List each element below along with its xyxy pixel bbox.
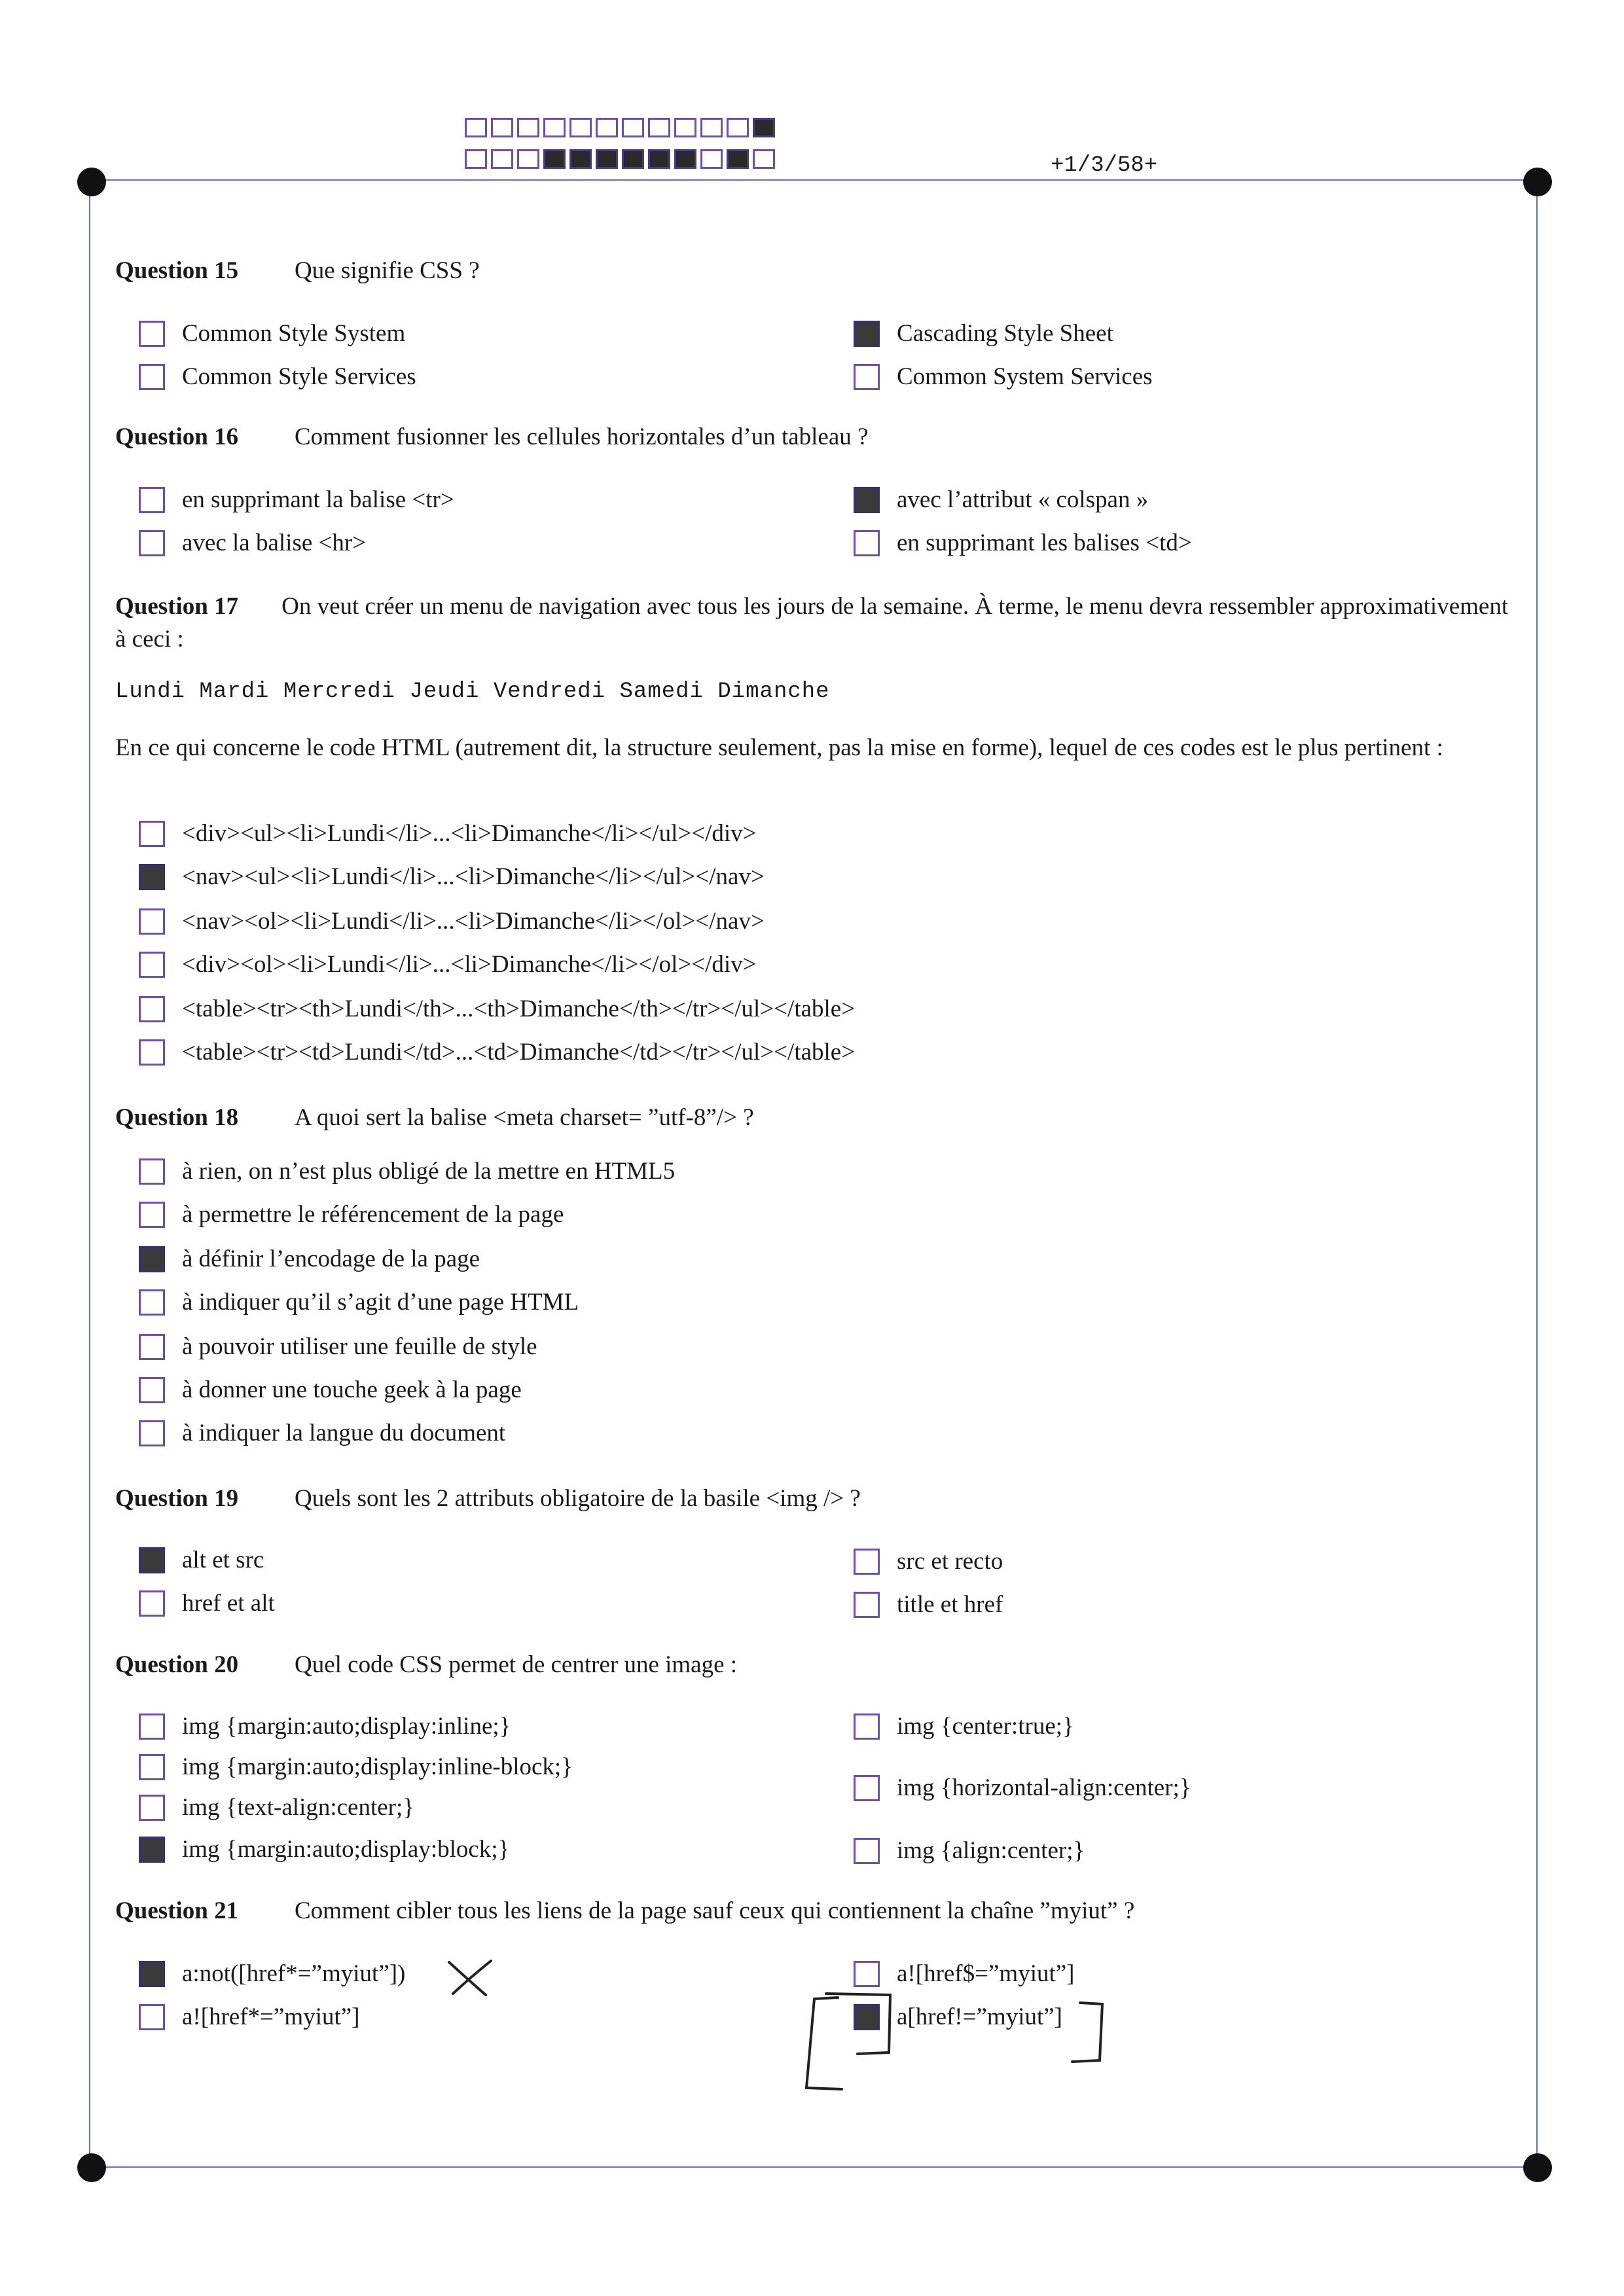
q20-option-4-label: img {margin:auto;display:block;}: [182, 1836, 510, 1863]
id-code-cell: [543, 118, 566, 137]
id-code-cell: [596, 149, 618, 169]
q16-option-2-checkbox[interactable]: [139, 530, 165, 556]
id-code-cell: [727, 118, 749, 137]
corner-marker-bottom-right: [1523, 2153, 1552, 2182]
id-code-cell: [465, 118, 487, 137]
q20-option-7-label: img {align:center;}: [897, 1837, 1085, 1864]
q19-option-4-label: title et href: [897, 1591, 1003, 1618]
corner-marker-top-right: [1523, 168, 1552, 196]
q19-option-2-label: href et alt: [182, 1590, 275, 1617]
q18-option-6-label: à donner une touche geek à la page: [182, 1376, 522, 1403]
id-code-cell: [648, 118, 670, 137]
q17-option-3-checkbox[interactable]: [139, 908, 165, 935]
q20-option-2-label: img {margin:auto;display:inline-block;}: [182, 1753, 573, 1780]
q15-option-1-checkbox[interactable]: [139, 321, 165, 347]
id-code-cell: [569, 118, 592, 137]
q17-option-6-checkbox[interactable]: [139, 1039, 165, 1066]
question-21-text: Comment cibler tous les liens de la page sauf ceux qui contiennent la chaîne ”myiut” ?: [295, 1897, 1135, 1924]
q17-option-5-checkbox[interactable]: [139, 996, 165, 1022]
id-code-cell: [465, 149, 487, 169]
q20-option-3-checkbox[interactable]: [139, 1795, 165, 1821]
q18-option-7-label: à indiquer la langue du document: [182, 1420, 506, 1446]
q18-option-1-label: à rien, on n’est plus obligé de la mettre en HTML5: [182, 1158, 676, 1185]
q19-option-1-label: alt et src: [182, 1547, 264, 1573]
question-15-label: Question 15: [115, 257, 239, 284]
q20-option-1-checkbox[interactable]: [139, 1713, 165, 1740]
q15-option-3-label: Cascading Style Sheet: [897, 320, 1113, 347]
id-code-cell: [700, 118, 723, 137]
q18-option-7-checkbox[interactable]: [139, 1420, 165, 1446]
q20-option-3-label: img {text-align:center;}: [182, 1794, 415, 1821]
q19-option-3-label: src et recto: [897, 1548, 1003, 1575]
q21-option-2-checkbox[interactable]: [139, 2004, 165, 2030]
question-17-block: [115, 590, 1513, 656]
q16-option-1-checkbox[interactable]: [139, 487, 165, 513]
q20-option-2-checkbox[interactable]: [139, 1754, 165, 1780]
q17-option-5-label: <table><tr><th>Lundi</th>...<th>Dimanche</th></tr></ul></table>: [182, 996, 856, 1022]
q18-option-2-label: à permettre le référencement de la page: [182, 1201, 564, 1228]
q19-option-2-checkbox[interactable]: [139, 1590, 165, 1617]
id-code-row-1: [465, 118, 779, 137]
q15-option-4-checkbox[interactable]: [854, 364, 880, 390]
id-code-cell: [622, 149, 644, 169]
q17-option-4-checkbox[interactable]: [139, 952, 165, 978]
question-20-label: Question 20: [115, 1651, 239, 1678]
id-code-cell: [596, 118, 618, 137]
q17-option-4-label: <div><ol><li>Lundi</li>...<li>Dimanche</li></ol></div>: [182, 951, 757, 978]
q15-option-2-label: Common Style Services: [182, 363, 416, 390]
q20-option-5-checkbox[interactable]: [854, 1713, 880, 1740]
id-code-row-2: [465, 149, 779, 169]
id-code-cell: [517, 149, 539, 169]
q21-option-3-label: a![href$=”myiut”]: [897, 1960, 1075, 1987]
q18-option-2-checkbox[interactable]: [139, 1202, 165, 1228]
handwritten-bracket-marks: [792, 1990, 1119, 2094]
question-19-label: Question 19: [115, 1485, 239, 1512]
id-code-cell: [648, 149, 670, 169]
q20-option-5-label: img {center:true;}: [897, 1713, 1074, 1740]
id-code-cell: [622, 118, 644, 137]
q17-option-6-label: <table><tr><td>Lundi</td>...<td>Dimanche</td></tr></ul></table>: [182, 1039, 856, 1066]
question-20-text: Quel code CSS permet de centrer une image :: [295, 1651, 738, 1678]
question-18-text: A quoi sert la balise <meta charset= ”utf-8”/> ?: [295, 1104, 754, 1131]
q21-option-4-label: a[href!=”myiut”]: [897, 2003, 1063, 2030]
q17-option-3-label: <nav><ol><li>Lundi</li>...<li>Dimanche</li></ol></nav>: [182, 908, 765, 935]
q15-option-4-label: Common System Services: [897, 363, 1153, 390]
q16-option-3-label: avec l’attribut « colspan »: [897, 486, 1149, 513]
q19-option-4-checkbox[interactable]: [854, 1592, 880, 1618]
q21-option-2-label: a![href*=”myiut”]: [182, 2003, 360, 2030]
q21-option-1-label: a:not([href*=”myiut”]): [182, 1960, 406, 1987]
q17-option-1-checkbox[interactable]: [139, 821, 165, 847]
id-code-cell: [491, 118, 513, 137]
q18-option-6-checkbox[interactable]: [139, 1377, 165, 1403]
q19-option-1-checkbox[interactable]: [139, 1547, 165, 1573]
q20-option-4-checkbox[interactable]: [139, 1837, 165, 1863]
q17-option-2-checkbox[interactable]: [139, 864, 165, 890]
id-code-cell: [517, 118, 539, 137]
q16-option-4-label: en supprimant les balises <td>: [897, 529, 1192, 556]
question-16-text: Comment fusionner les cellules horizontales d’un tableau ?: [295, 423, 869, 450]
q18-option-3-checkbox[interactable]: [139, 1246, 165, 1272]
q16-option-2-label: avec la balise <hr>: [182, 529, 367, 556]
q18-option-4-checkbox[interactable]: [139, 1289, 165, 1316]
q18-option-5-checkbox[interactable]: [139, 1334, 165, 1360]
q20-option-6-label: img {horizontal-align:center;}: [897, 1774, 1191, 1801]
q20-option-6-checkbox[interactable]: [854, 1775, 880, 1801]
question-16-label: Question 16: [115, 423, 239, 450]
q15-option-1-label: Common Style System: [182, 320, 406, 347]
id-code-cell: [674, 149, 696, 169]
id-code-cell: [543, 149, 566, 169]
corner-marker-top-left: [77, 168, 106, 196]
question-21-label: Question 21: [115, 1897, 239, 1924]
q20-option-7-checkbox[interactable]: [854, 1838, 880, 1864]
q18-option-5-label: à pouvoir utiliser une feuille de style: [182, 1333, 537, 1360]
q16-option-3-checkbox[interactable]: [854, 487, 880, 513]
id-code-cell: [674, 118, 696, 137]
question-17-label: Question 17: [115, 593, 239, 620]
q16-option-1-label: en supprimant la balise <tr>: [182, 486, 454, 513]
question-19-text: Quels sont les 2 attributs obligatoire de la basile <img /> ?: [295, 1485, 861, 1512]
q18-option-4-label: à indiquer qu’il s’agit d’une page HTML: [182, 1289, 579, 1316]
corner-marker-bottom-left: [77, 2153, 106, 2182]
id-code-cell: [753, 149, 775, 169]
q17-option-1-label: <div><ul><li>Lundi</li>...<li>Dimanche</li></ul></div>: [182, 820, 757, 847]
q21-option-3-checkbox[interactable]: [854, 1961, 880, 1987]
q15-option-2-checkbox[interactable]: [139, 364, 165, 390]
id-code-cell: [727, 149, 749, 169]
question-17-text-2: En ce qui concerne le code HTML (autrement dit, la structure seulement, pas la mise en forme), lequel de ces codes est le plus pertinent :: [115, 734, 1443, 761]
q18-option-3-label: à définir l’encodage de la page: [182, 1246, 480, 1272]
id-code-cell: [700, 149, 723, 169]
question-18-label: Question 18: [115, 1104, 239, 1131]
id-code-cell: [753, 118, 775, 137]
menu-example: Lundi Mardi Mercredi Jeudi Vendredi Samedi Dimanche: [115, 679, 830, 704]
id-code-cell: [569, 149, 592, 169]
question-17-text: On veut créer un menu de navigation avec tous les jours de la semaine. À terme, le menu devra ressembler approximativement à ceci :: [115, 593, 1509, 653]
page-number: +1/3/58+: [1051, 153, 1158, 178]
q15-option-3-checkbox[interactable]: [854, 321, 880, 347]
q20-option-1-label: img {margin:auto;display:inline;}: [182, 1713, 511, 1740]
q18-option-1-checkbox[interactable]: [139, 1158, 165, 1185]
q21-option-1-checkbox[interactable]: [139, 1961, 165, 1987]
handwritten-cross-mark: [445, 1957, 497, 2003]
q16-option-4-checkbox[interactable]: [854, 530, 880, 556]
q17-option-2-label: <nav><ul><li>Lundi</li>...<li>Dimanche</li></ul></nav>: [182, 863, 765, 890]
question-15-text: Que signifie CSS ?: [295, 257, 480, 284]
q19-option-3-checkbox[interactable]: [854, 1549, 880, 1575]
id-code-cell: [491, 149, 513, 169]
